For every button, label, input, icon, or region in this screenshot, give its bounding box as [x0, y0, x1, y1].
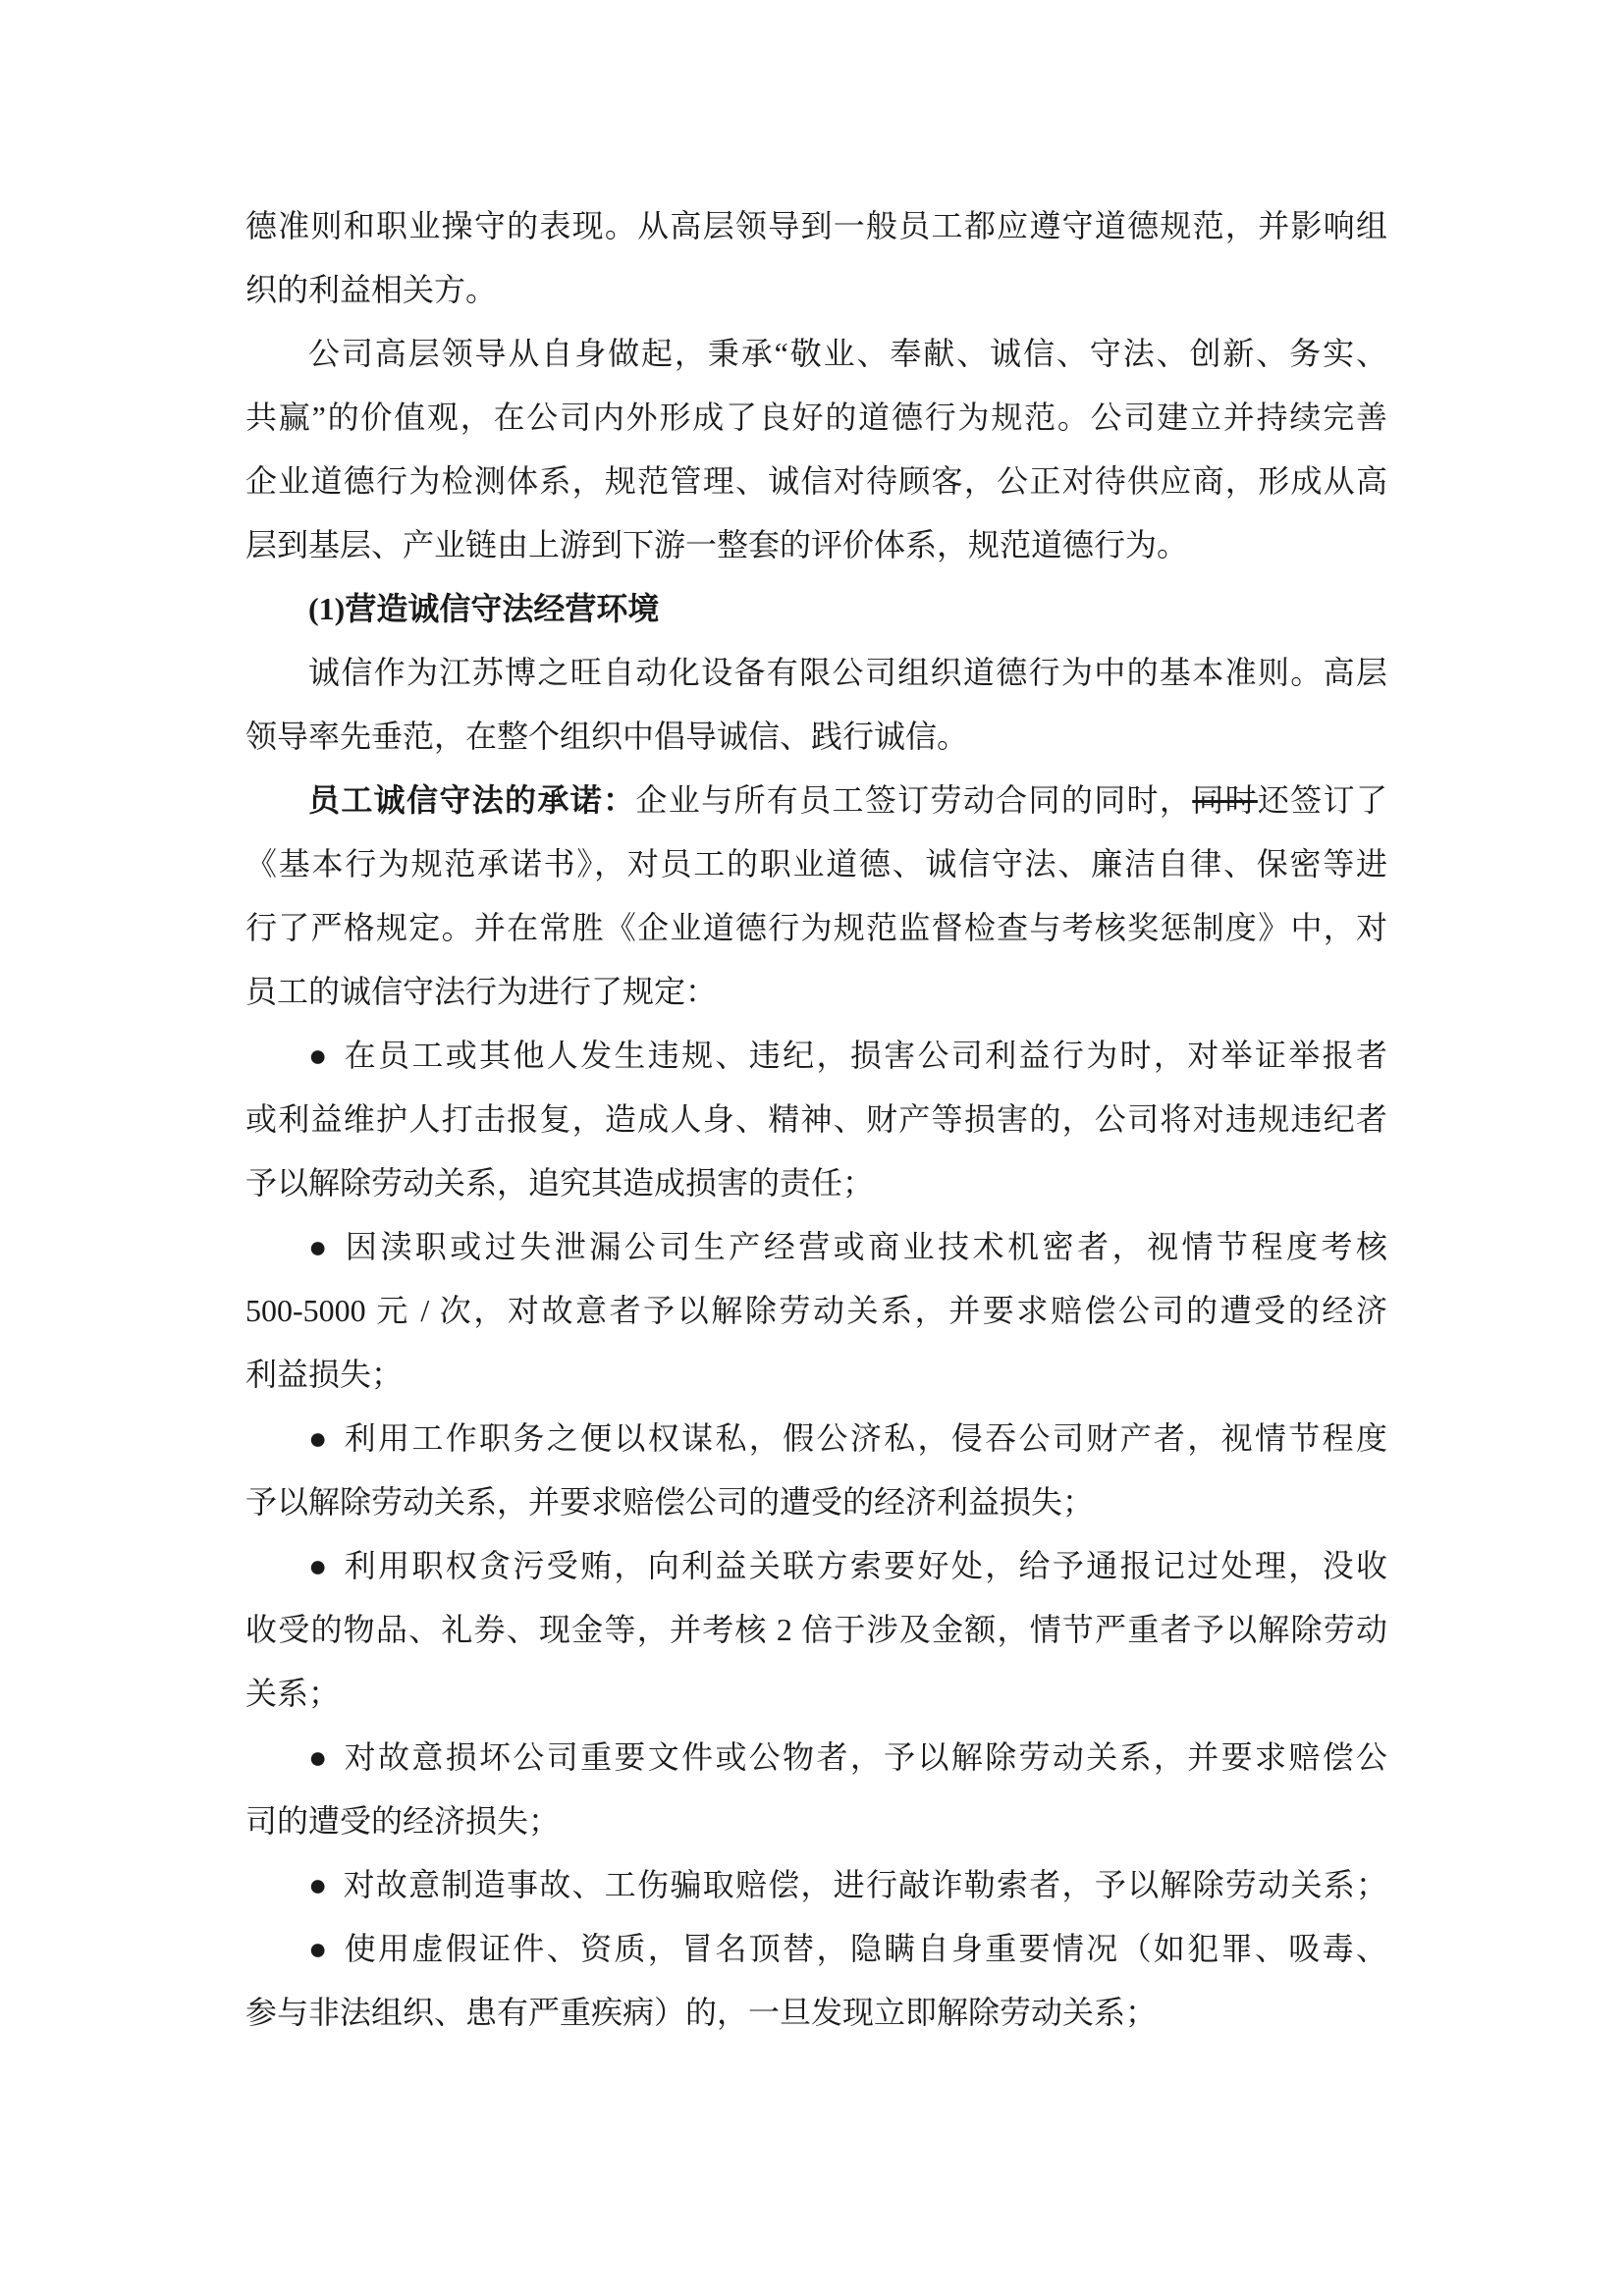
commitment-label: 员工诚信守法的承诺：	[308, 782, 636, 818]
bullet-icon: ●	[308, 1548, 330, 1583]
bullet-line	[245, 1407, 1387, 1470]
doc-line: 《基本行为规范承诺书》，对员工的职业道德、诚信守法、廉洁自律、保密等进	[245, 846, 1387, 881]
doc-line: 员工的诚信守法行为进行了规定：	[245, 974, 718, 1009]
bullet-line	[245, 1024, 1387, 1088]
doc-line: 领导率先垂范，在整个组织中倡导诚信、践行诚信。	[245, 719, 969, 754]
doc-line: 予以解除劳动关系，并要求赔偿公司的遭受的经济利益损失；	[245, 1484, 1095, 1520]
doc-line: 关系；	[245, 1676, 341, 1711]
doc-line: 层到基层、产业链由上游到下游一整套的评价体系，规范道德行为。	[245, 527, 1189, 562]
bullet-icon: ●	[308, 1229, 331, 1264]
commitment-text: 还签订了	[1257, 782, 1387, 818]
doc-line: 织的利益相关方。	[245, 272, 498, 307]
bullet-text: 利用工作职务之便以权谋私，假公济私，侵吞公司财产者，视情节程度	[344, 1420, 1387, 1456]
doc-line: 诚信作为江苏博之旺自动化设备有限公司组织道德行为中的基本准则。高层	[308, 655, 1387, 690]
section-heading: (1)营造诚信守法经营环境	[308, 591, 660, 626]
bullet-icon: ●	[308, 1420, 330, 1456]
bullet-text: 对故意制造事故、工伤骗取赔偿，进行敲诈勒索者，予以解除劳动关系；	[343, 1867, 1387, 1902]
bullet-text: 使用虚假证件、资质，冒名顶替，隐瞒自身重要情况（如犯罪、吸毒、	[344, 1931, 1387, 1966]
bullet-icon: ●	[308, 1038, 330, 1073]
bullet-icon: ●	[308, 1739, 330, 1775]
bullet-line	[245, 1917, 1387, 1981]
doc-line: 德准则和职业操守的表现。从高层领导到一般员工都应遵守道德规范，并影响组	[245, 208, 1387, 243]
bullet-text: 对故意损坏公司重要文件或公物者，予以解除劳动关系，并要求赔偿公	[344, 1739, 1387, 1775]
bullet-line	[245, 1853, 1387, 1917]
bullet-line	[245, 1726, 1387, 1789]
bullet-text: 在员工或其他人发生违规、违纪，损害公司利益行为时，对举证举报者	[344, 1038, 1387, 1073]
bullet-icon: ●	[308, 1931, 330, 1966]
commitment-text: 企业与所有员工签订劳动合同的同时，	[635, 782, 1193, 818]
doc-line: 或利益维护人打击报复，造成人身、精神、财产等损害的，公司将对违规违纪者	[245, 1101, 1387, 1137]
doc-line: 利益损失；	[245, 1357, 404, 1392]
doc-line: 公司高层领导从自身做起，秉承“敬业、奉献、诚信、守法、创新、务实、	[308, 336, 1387, 371]
doc-line: 收受的物品、礼券、现金等，并考核 2 倍于涉及金额，情节严重者予以解除劳动	[245, 1612, 1387, 1647]
doc-line: 企业道德行为检测体系，规范管理、诚信对待顾客，公正对待供应商，形成从高	[245, 463, 1387, 499]
doc-line-commitment	[245, 769, 1387, 832]
doc-line: 司的遭受的经济损失；	[245, 1803, 561, 1839]
bullet-line	[245, 1215, 1387, 1279]
bullet-line	[245, 1534, 1387, 1598]
doc-line: 共赢”的价值观，在公司内外形成了良好的道德行为规范。公司建立并持续完善	[245, 400, 1387, 435]
bullet-text: 利用职权贪污受贿，向利益关联方索要好处，给予通报记过处理，没收	[344, 1548, 1387, 1583]
doc-line: 予以解除劳动关系，追究其造成损害的责任；	[245, 1165, 875, 1201]
bullet-icon: ●	[308, 1867, 329, 1902]
struck-text: 同时	[1192, 782, 1258, 818]
bullet-text: 因渎职或过失泄漏公司生产经营或商业技术机密者，视情节程度考核	[345, 1229, 1387, 1264]
doc-line: 行了严格规定。并在常胜《企业道德行为规范监督检查与考核奖惩制度》中，对	[245, 910, 1387, 945]
doc-line: 500-5000 元 / 次，对故意者予以解除劳动关系，并要求赔偿公司的遭受的经济	[245, 1293, 1387, 1328]
doc-line: 参与非法组织、患有严重疾病）的，一旦发现立即解除劳动关系；	[245, 1995, 1158, 2030]
